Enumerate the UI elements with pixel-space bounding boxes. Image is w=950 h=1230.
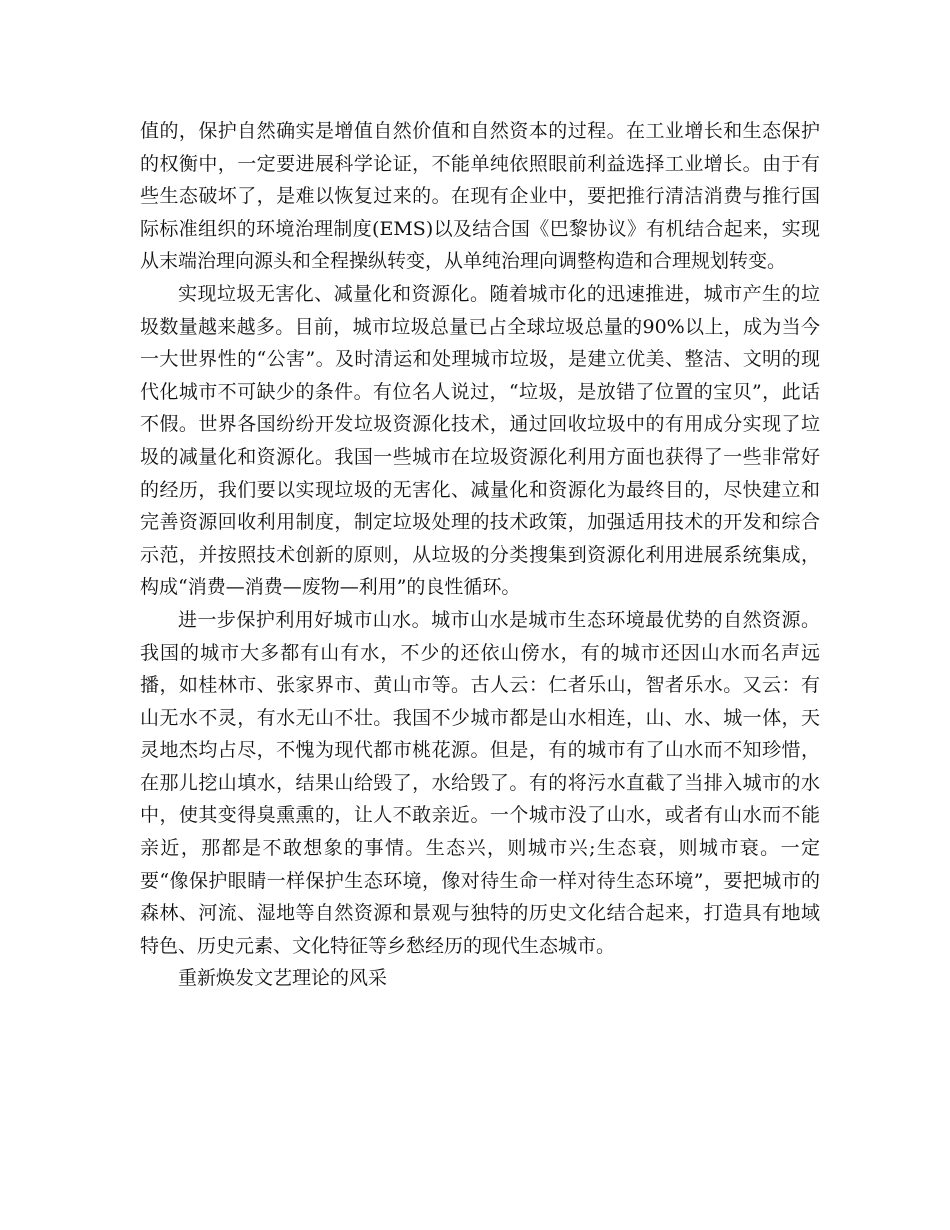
paragraph-continuation: 值的，保护自然确实是增值自然价值和自然资本的过程。在工业增长和生态保护的权衡中，一定要进展科学论证，不能单纯依照眼前利益选择工业增长。由于有些生态破坏了，是难以恢复过来的。在现有企业中，要把推行清洁消费与推行国际标准组织的环境治理制度(EMS)以及结合国《巴黎协议》有机结合起来，实现从末端治理向源头和全程操纵转变，从单纯治理向调整构造和合理规划转变。 bbox=[140, 120, 820, 273]
document-body bbox=[140, 115, 820, 995]
paragraph-garbage-treatment: 实现垃圾无害化、减量化和资源化。随着城市化的迅速推进，城市产生的垃圾数量越来越多。目前，城市垃圾总量已占全球垃圾总量的90%以上，成为当今一大世界性的“公害”。及时清运和处理城市垃圾，是建立优美、整洁、文明的现代化城市不可缺少的条件。有位名人说过，“垃圾，是放错了位置的宝贝”，此话不假。世界各国纷纷开发垃圾资源化技术，通过回收垃圾中的有用成分实现了垃圾的减量化和资源化。我国一些城市在垃圾资源化利用方面也获得了一些非常好的经历，我们要以实现垃圾的无害化、减量化和资源化为最终目的，尽快建立和完善资源回收利用制度，制定垃圾处理的技术政策，加强适用技术的开发和综合示范，并按照技术创新的原则，从垃圾的分类搜集到资源化利用进展系统集成，构成“消费—消费—废物—利用”的良性循环。 bbox=[140, 282, 820, 599]
section-heading-literary-theory: 重新焕发文艺理论的风采 bbox=[178, 967, 388, 990]
paragraph-city-landscape: 进一步保护利用好城市山水。城市山水是城市生态环境最优势的自然资源。我国的城市大多都有山有水，不少的还依山傍水，有的城市还因山水而名声远播，如桂林市、张家界市、黄山市等。古人云：仁者乐山，智者乐水。又云：有山无水不灵，有水无山不壮。我国不少城市都是山水相连，山、水、城一体，天灵地杰均占尽，不愧为现代都市桃花源。但是，有的城市有了山水而不知珍惜，在那儿挖山填水，结果山给毁了，水给毁了。有的将污水直截了当排入城市的水中，使其变得臭熏熏的，让人不敢亲近。一个城市没了山水，或者有山水而不能亲近，那都是不敢想象的事情。生态兴，则城市兴;生态衰，则城市衰。一定要“像保护眼睛一样保护生态环境，像对待生命一样对待生态环境”，要把城市的森林、河流、湿地等自然资源和景观与独特的历史文化结合起来，打造具有地域特色、历史元素、文化特征等乡愁经历的现代生态城市。 bbox=[140, 608, 820, 957]
